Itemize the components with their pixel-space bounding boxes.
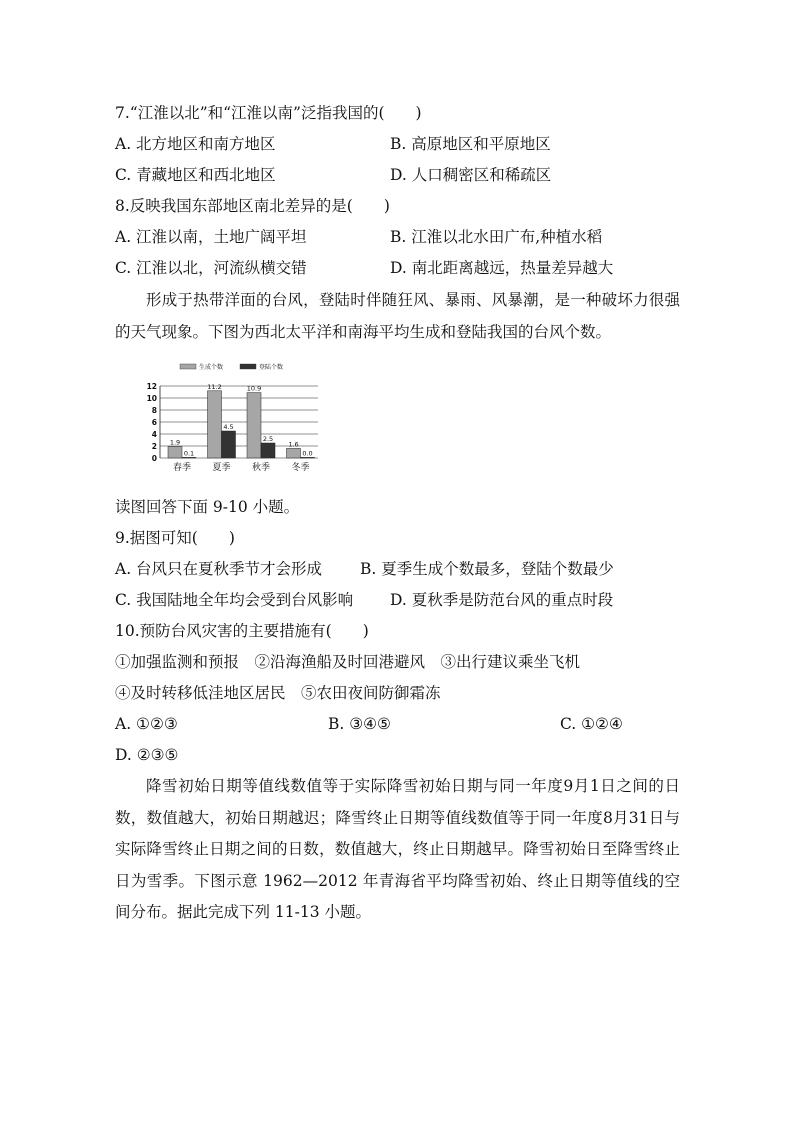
- ytick-label-2: 4: [151, 430, 157, 439]
- read-prompt: 读图回答下面 9-10 小题。: [115, 498, 300, 516]
- snow-intro: [115, 771, 680, 929]
- xtick-label-2: 秋季: [251, 463, 271, 473]
- q7-option-a: A. 北方地区和南方地区: [115, 135, 276, 153]
- q10-items-2: ④及时转移低洼地区居民 ⑤农田夜间防御霜冻: [115, 684, 441, 702]
- bar-1-0: [182, 457, 196, 458]
- ytick-label-5: 10: [146, 394, 157, 403]
- xtick-label-3: 冬季: [291, 463, 310, 473]
- snow-intro-text: 降雪初始日期等值线数值等于实际降雪初始日期与同一年度9月1日之间的日数，数值越大，初始日期越迟；降雪终止日期等值线数值等于同一年度8月31日与实际降雪终止日期之间的日数，数值越大，终止日期越早。降雪初始日至降雪终止日为雪季。下图示意 1962—2012 年青海省平均降雪初始、终止日期等值线的空间分布。据此完成下列 11-13 小题。: [115, 777, 680, 921]
- q10-option-c: C. ①②④: [560, 715, 623, 733]
- q7-option-d: D. 人口稠密区和稀疏区: [390, 166, 552, 184]
- bar-label-1-0: 0.1: [183, 449, 195, 458]
- bar-label-0-3: 1.6: [288, 440, 299, 449]
- q7-option-c: C. 青藏地区和西北地区: [115, 166, 276, 184]
- q8-option-b: B. 江淮以北水田广布,种植水稻: [390, 228, 603, 246]
- q10-option-d: D. ②③⑤: [115, 746, 179, 764]
- q7-stem: 7.“江淮以北”和“江淮以南”泛指我国的( ): [115, 104, 422, 122]
- bar-1-2: [261, 443, 275, 458]
- legend-swatch-0: [180, 364, 196, 369]
- q9-stem: 9.据图可知( ): [115, 529, 235, 547]
- q9-option-d: D. 夏秋季是防范台风的重点时段: [390, 591, 614, 609]
- q10-stem: 10.预防台风灾害的主要措施有( ): [115, 622, 369, 640]
- ytick-label-3: 6: [151, 418, 157, 427]
- ytick-label-4: 8: [151, 406, 157, 415]
- bar-label-1-2: 2.5: [262, 435, 274, 443]
- ytick-label-0: 0: [151, 454, 157, 463]
- bar-0-1: [208, 391, 222, 458]
- typhoon-intro-text: 形成于热带洋面的台风，登陆时伴随狂风、暴雨、风暴潮，是一种破坏力很强的天气现象。下图为西北太平洋和南海平均生成和登陆我国的台风个数。: [115, 291, 680, 341]
- q9-option-b: B. 夏季生成个数最多，登陆个数最少: [360, 560, 614, 578]
- q9-option-c: C. 我国陆地全年均会受到台风影响: [115, 591, 354, 609]
- ytick-label-6: 12: [146, 382, 157, 391]
- q7-option-b: B. 高原地区和平原地区: [390, 135, 551, 153]
- bar-label-1-1: 4.5: [223, 423, 234, 431]
- chart-x-labels: [173, 461, 310, 473]
- bar-label-0-1: 11.2: [207, 382, 222, 391]
- q8-option-d: D. 南北距离越远，热量差异越大: [390, 259, 614, 277]
- q10-option-a: A. ①②③: [115, 715, 178, 733]
- bar-1-1: [222, 431, 236, 458]
- chart-legend: [180, 363, 283, 371]
- q8-option-c: C. 江淮以北，河流纵横交错: [115, 259, 307, 277]
- q8-stem: 8.反映我国东部地区南北差异的是( ): [115, 197, 390, 215]
- xtick-label-0: 春季: [172, 463, 192, 473]
- legend-swatch-1: [240, 364, 256, 369]
- legend-label-1: 登陆个数: [259, 364, 284, 371]
- typhoon-bar-chart: [140, 358, 320, 478]
- q8-option-a: A. 江淮以南，土地广阔平坦: [115, 228, 307, 246]
- bar-0-3: [287, 448, 301, 458]
- legend-label-0: 生成个数: [199, 364, 224, 371]
- bar-1-3: [301, 457, 315, 458]
- bar-label-1-3: 0.0: [302, 449, 313, 458]
- bar-0-2: [247, 393, 261, 458]
- q9-option-a: A. 台风只在夏秋季节才会形成: [115, 560, 323, 578]
- q10-option-b: B. ③④⑤: [328, 715, 391, 733]
- bar-label-0-0: 1.9: [169, 438, 181, 447]
- bar-0-0: [168, 447, 182, 458]
- xtick-label-1: 夏季: [212, 463, 231, 473]
- ytick-label-1: 2: [151, 442, 157, 451]
- typhoon-intro: [115, 285, 680, 348]
- q10-items-1: ①加强监测和预报 ②沿海渔船及时回港避风 ③出行建议乘坐飞机: [115, 653, 581, 671]
- bar-label-0-2: 10.9: [246, 384, 262, 393]
